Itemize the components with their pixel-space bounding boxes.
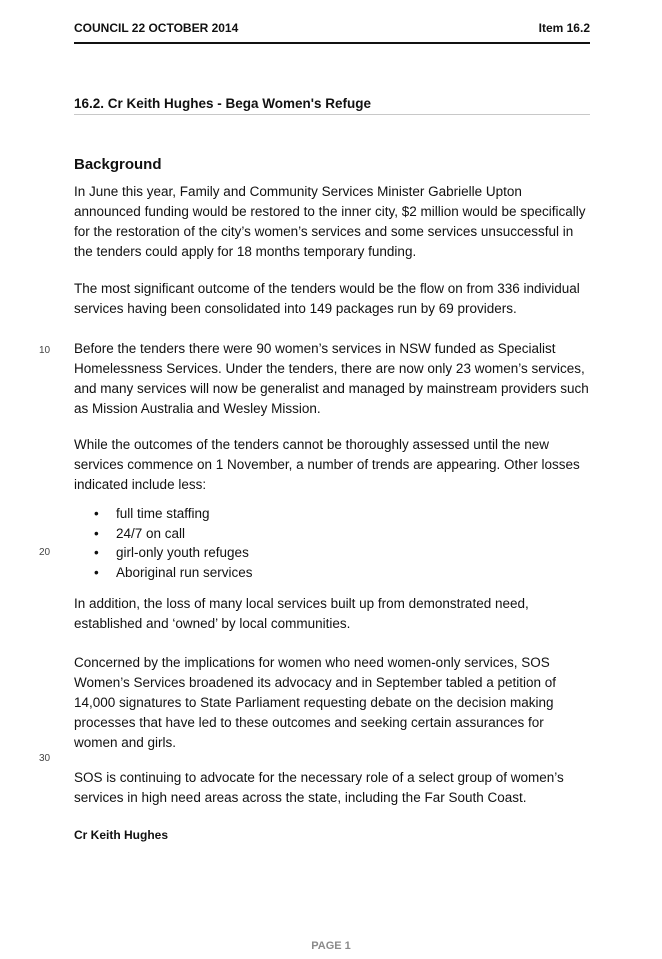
list-item	[74, 543, 590, 563]
line-number-30: 30	[39, 753, 51, 764]
page-number-footer: PAGE 1	[311, 940, 351, 952]
section-heading: Background	[74, 156, 162, 173]
paragraph-before-tenders: Before the tenders there were 90 women’s services in NSW funded as Specialist Homelessness Services. Under the tenders, there are now only 23 women’s services, and many services will now be generalist and managed by mainstream providers such as Mission Australia and Wesley Mission.	[74, 341, 589, 416]
list-item-text: girl-only youth refuges	[116, 545, 249, 560]
bullet-icon: •	[94, 564, 99, 580]
signoff-name: Cr Keith Hughes	[74, 828, 169, 842]
paragraph-petition: Concerned by the implications for women who need women-only services, SOS Women’s Services broadened its advocacy and in September tabled a petition of 14,000 signatures to State Parliament requesting debate on the decision making processes that have led to these outcomes and seeking certain assurances for women and girls.	[74, 655, 557, 750]
bullet-icon: •	[94, 525, 99, 541]
title-divider	[74, 114, 590, 115]
item-number-header: Item 16.2	[538, 21, 590, 35]
paragraph-outcome: The most significant outcome of the tenders would be the flow on from 336 individual services having been consolidated into 149 packages run by 69 providers.	[74, 281, 580, 316]
paragraph-advocacy: SOS is continuing to advocate for the necessary role of a select group of women’s services in high need areas across the state, including the Far South Coast.	[74, 770, 564, 805]
header-divider	[74, 42, 590, 44]
line-number-10: 10	[39, 345, 51, 356]
meeting-date-header: COUNCIL 22 OCTOBER 2014	[74, 21, 239, 35]
list-item	[74, 563, 590, 583]
bullet-icon: •	[94, 545, 99, 560]
item-title: 16.2. Cr Keith Hughes - Bega Women's Refuge	[74, 96, 372, 111]
list-item	[74, 504, 590, 524]
paragraph-local-services: In addition, the loss of many local services built up from demonstrated need, established and ‘owned’ by local communities.	[74, 596, 529, 631]
line-number-20: 20	[39, 547, 51, 558]
list-item	[74, 524, 590, 544]
losses-list	[74, 504, 590, 582]
bullet-icon: •	[94, 506, 99, 521]
list-item-text: 24/7 on call	[116, 525, 186, 541]
paragraph-trends: While the outcomes of the tenders cannot be thoroughly assessed until the new services commence on 1 November, a number of trends are appearing. Other losses indicated include less:	[74, 437, 580, 492]
list-item-text: Aboriginal run services	[116, 564, 253, 580]
paragraph-funding: In June this year, Family and Community Services Minister Gabrielle Upton announced funding would be restored to the inner city, $2 million would be specifically for the restoration of the city’s women’s services and some services unsuccessful in the tenders could apply for 18 months temporary funding.	[74, 184, 586, 259]
list-item-text: full time staffing	[116, 506, 210, 521]
